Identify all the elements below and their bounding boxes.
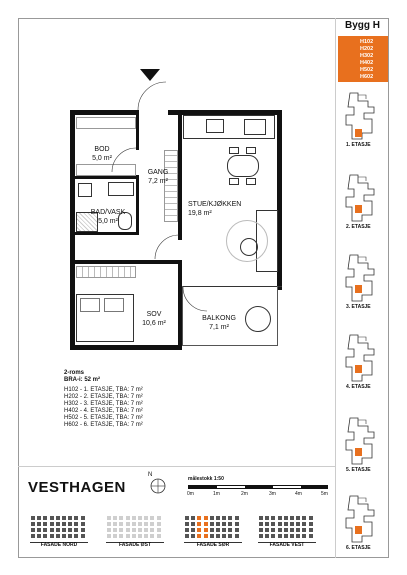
floor-label: 6. ETASJE — [346, 545, 371, 551]
room-bod — [82, 145, 122, 163]
apartment-type: 2-roms — [64, 370, 85, 376]
coffee-table — [240, 238, 258, 256]
facade-drawing — [30, 512, 88, 543]
bra-area: BRA-i: 52 m² — [64, 377, 101, 383]
room-stue — [188, 200, 248, 218]
door-swing — [183, 287, 207, 311]
unit-line: H602 - 6. ETASJE, TBA: 7 m² — [64, 422, 143, 428]
door-swing — [155, 235, 179, 259]
unit-item: H202 — [360, 46, 374, 52]
wall — [70, 176, 139, 179]
room-area: 7,1 m² — [209, 324, 229, 331]
room-area: 7,2 m² — [148, 178, 168, 185]
wall — [70, 260, 182, 264]
shelf — [76, 117, 136, 129]
floor-label: 5. ETASJE — [346, 467, 371, 473]
facade-label: FASADE VEST — [269, 542, 305, 548]
sink — [108, 182, 134, 196]
room-name: BOD — [94, 146, 110, 153]
room-name: GANG — [147, 169, 169, 176]
room-sov — [136, 310, 172, 328]
unit-item: H502 — [360, 67, 374, 73]
facade-drawing — [184, 512, 242, 543]
room-name: BALKONG — [202, 315, 236, 322]
facade-label: FASADE SØR — [196, 542, 230, 548]
washer — [78, 183, 92, 197]
room-name: STUE/KJØKKEN — [188, 201, 242, 208]
kitchen-stove — [244, 119, 266, 135]
room-area: 19,8 m² — [188, 210, 212, 217]
wall — [136, 175, 139, 235]
room-bad — [86, 208, 130, 226]
chair — [246, 147, 256, 154]
chair — [229, 147, 239, 154]
dining-table — [227, 155, 259, 177]
wall — [70, 345, 180, 350]
facade-drawing — [106, 512, 164, 543]
unit-line: H102 - 1. ETASJE, TBA: 7 m² — [64, 387, 143, 393]
wardrobe — [164, 150, 178, 222]
kitchen-sink — [206, 119, 224, 133]
floor-label: 4. ETASJE — [346, 384, 371, 390]
room-balkong — [196, 314, 242, 332]
unit-line: H502 - 5. ETASJE, TBA: 7 m² — [64, 415, 143, 421]
chair — [246, 178, 256, 185]
room-name: SOV — [146, 311, 162, 318]
project-logo: VESTHAGEN — [28, 479, 126, 496]
floor-label: 3. ETASJE — [346, 304, 371, 310]
room-area: 5,0 m² — [98, 218, 118, 225]
scale-tick: 5m — [321, 491, 328, 497]
chair — [229, 178, 239, 185]
scale-tick: 4m — [295, 491, 302, 497]
balcony-rail — [277, 286, 278, 346]
door-swing — [138, 82, 168, 112]
facade — [184, 512, 242, 548]
scale-bar — [188, 485, 328, 489]
compass — [146, 472, 168, 496]
wall — [178, 110, 182, 240]
facade — [258, 512, 316, 548]
unit-item: H102 — [360, 39, 374, 45]
wall — [136, 110, 139, 150]
unit-line: H302 - 3. ETASJE, TBA: 7 m² — [64, 401, 143, 407]
wall — [70, 232, 139, 235]
scale-tick: 0m — [187, 491, 194, 497]
unit-line: H202 - 2. ETASJE, TBA: 7 m² — [64, 394, 143, 400]
building-title: Bygg H — [345, 20, 380, 31]
unit-item: H602 — [360, 74, 374, 80]
wall — [70, 110, 139, 115]
unit-info — [64, 370, 143, 429]
unit-line: H402 - 4. ETASJE, TBA: 7 m² — [64, 408, 143, 414]
pillow — [80, 298, 100, 312]
compass-icon — [150, 477, 170, 497]
floor-label: 1. ETASJE — [346, 142, 371, 148]
pillow — [104, 298, 124, 312]
facade-label: FASADE NORD — [40, 542, 78, 548]
scale-tick: 1m — [213, 491, 220, 497]
floor-label: 2. ETASJE — [346, 224, 371, 230]
scale-tick: 3m — [269, 491, 276, 497]
unit-item: H402 — [360, 60, 374, 66]
room-name: BAD/VASK — [90, 209, 126, 216]
balcony-rail — [182, 345, 278, 346]
facade — [106, 512, 164, 548]
compass-label: N — [148, 472, 153, 478]
facade-label: FASADE ØST — [119, 542, 151, 548]
scale-tick: 2m — [241, 491, 248, 497]
room-area: 5,0 m² — [92, 155, 112, 162]
unit-item: H302 — [360, 53, 374, 59]
balcony-table — [245, 306, 271, 332]
facade — [30, 512, 88, 548]
wall — [70, 110, 75, 350]
sov-wardrobe — [76, 266, 136, 278]
facade-drawing — [258, 512, 316, 543]
room-area: 10,6 m² — [142, 320, 166, 327]
scale-label: målestokk 1:50 — [188, 476, 224, 482]
room-gang — [140, 168, 176, 186]
